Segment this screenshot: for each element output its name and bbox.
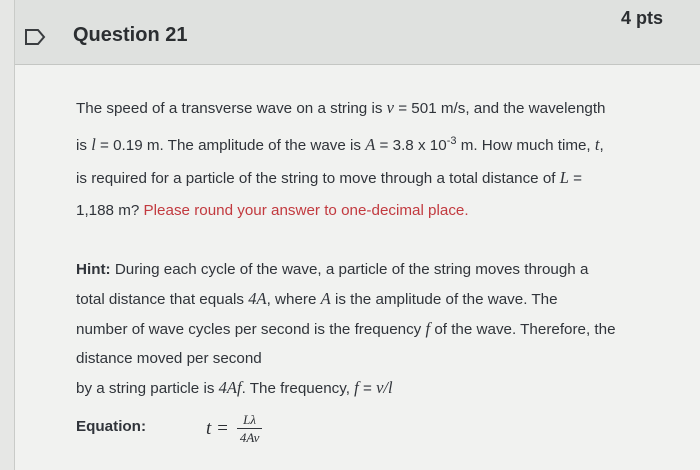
bookmark-flag-icon[interactable] (24, 28, 46, 46)
hint-line-3: number of wave cycles per second is the frequency f of the wave. Therefore, the (76, 319, 616, 338)
points-label: 4 pts (620, 8, 663, 28)
question-line-4: 1,188 m? Please round your answer to one-decimal place. (76, 202, 469, 220)
question-text (76, 92, 676, 227)
hint-block (76, 255, 676, 403)
hint-line-2: total distance that equals 4A, where A is the amplitude of the wave. The (76, 289, 558, 308)
question-header (15, 0, 700, 65)
hint-label: Hint: (76, 261, 111, 278)
equation-label: Equation: (76, 418, 147, 435)
hint-line-4: distance moved per second (76, 350, 262, 367)
equation-fraction (237, 412, 263, 446)
rounding-instruction: Please round your answer to one-decimal place. (143, 202, 469, 220)
question-card (14, 0, 700, 470)
equation-formula (206, 412, 262, 446)
question-title: Question 21 (73, 24, 188, 46)
question-line-3: is required for a particle of the string to move through a total distance of L = (76, 168, 583, 188)
question-line-2: is l = 0.19 m. The amplitude of the wave is A = 3.8 x $10^{-3}$ m. How much time, t, (76, 135, 604, 155)
equation-lhs: t = (206, 418, 229, 439)
equation-denominator: 4Av (237, 428, 263, 446)
hint-line-5: by a string particle is 4Af. The frequency, f = v/l (76, 378, 393, 397)
equation-numerator: Lλ (243, 412, 257, 427)
question-line-1: The speed of a transverse wave on a string is v = 501 m/s, and the wavelength (76, 98, 606, 117)
hint-line-1: Hint: During each cycle of the wave, a particle of the string moves through a (76, 261, 589, 278)
